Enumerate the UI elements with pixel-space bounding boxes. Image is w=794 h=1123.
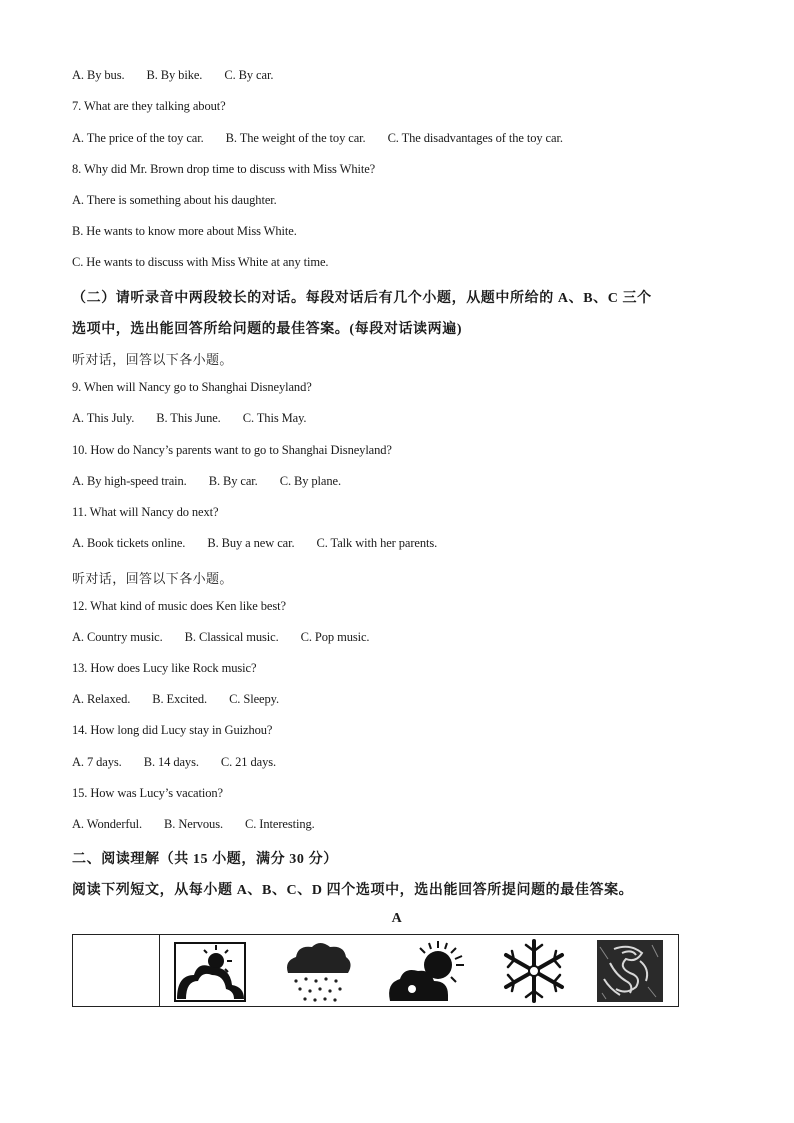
partly-sunny-icon xyxy=(172,939,248,1003)
option-b: B. Excited. xyxy=(152,692,208,706)
option-b: B. 14 days. xyxy=(143,755,199,769)
option-c: C. Talk with her parents. xyxy=(316,536,438,550)
question-text: 8. Why did Mr. Brown drop time to discuss with Miss White? xyxy=(72,162,376,176)
answer-options xyxy=(72,411,306,426)
option-a: A. Country music. xyxy=(72,630,163,644)
option-b: B. Buy a new car. xyxy=(207,536,295,550)
option-b: B. By bike. xyxy=(146,68,203,82)
answer-options xyxy=(72,68,273,83)
question-text: 13. How does Lucy like Rock music? xyxy=(72,661,257,675)
question-text: B. He wants to know more about Miss White. xyxy=(72,224,297,238)
option-a: A. By bus. xyxy=(72,68,125,82)
rain-cloud-icon xyxy=(282,939,354,1003)
option-a: A. This July. xyxy=(72,411,135,425)
snowflake-icon xyxy=(500,939,568,1003)
question-text: 10. How do Nancy’s parents want to go to Shanghai Disneyland? xyxy=(72,443,392,457)
answer-options xyxy=(72,131,563,146)
option-c: C. 21 days. xyxy=(220,755,277,769)
option-a: A. 7 days. xyxy=(72,755,122,769)
section-instruction: 二、阅读理解（共 15 小题，满分 30 分） xyxy=(72,852,338,867)
question-text: 15. How was Lucy’s vacation? xyxy=(72,786,223,800)
question-text: 7. What are they talking about? xyxy=(72,99,226,113)
option-c: C. By plane. xyxy=(279,474,341,488)
option-b: B. By car. xyxy=(208,474,258,488)
weather-icons-cell xyxy=(160,935,679,1007)
answer-options xyxy=(72,692,279,707)
option-a: A. Relaxed. xyxy=(72,692,131,706)
option-a: A. By high-speed train. xyxy=(72,474,187,488)
question-text: 14. How long did Lucy stay in Guizhou? xyxy=(72,723,273,737)
option-c: C. Interesting. xyxy=(245,817,315,831)
question-text: 11. What will Nancy do next? xyxy=(72,505,219,519)
sun-behind-cloud-icon xyxy=(386,939,468,1003)
weather-table xyxy=(72,934,679,1007)
answer-options xyxy=(72,817,315,832)
passage-heading: A xyxy=(391,911,403,926)
option-b: B. Classical music. xyxy=(184,630,279,644)
option-c: C. This May. xyxy=(242,411,307,425)
option-c: C. By car. xyxy=(224,68,274,82)
answer-options xyxy=(72,630,369,645)
question-text: A. There is something about his daughter. xyxy=(72,193,277,207)
answer-options xyxy=(72,474,341,489)
section-instruction: （二）请听录音中两段较长的对话。每段对话后有几个小题，从题中所给的 A、B、C 三个 xyxy=(72,291,652,306)
option-a: A. Book tickets online. xyxy=(72,536,186,550)
option-c: C. The disadvantages of the toy car. xyxy=(387,131,563,145)
dialogue-instruction: 听对话，回答以下各小题。 xyxy=(72,352,233,367)
option-a: A. The price of the toy car. xyxy=(72,131,204,145)
answer-options xyxy=(72,536,437,551)
option-b: B. The weight of the toy car. xyxy=(225,131,366,145)
section-instruction: 阅读下列短文，从每小题 A、B、C、D 四个选项中，选出能回答所提问题的最佳答案。 xyxy=(72,883,634,898)
option-a: A. Wonderful. xyxy=(72,817,143,831)
dialogue-instruction: 听对话，回答以下各小题。 xyxy=(72,571,233,586)
storm-icon xyxy=(596,939,664,1003)
section-instruction: 选项中，选出能回答所给问题的最佳答案。(每段对话读两遍) xyxy=(72,322,463,337)
question-text: 9. When will Nancy go to Shanghai Disneyland? xyxy=(72,380,312,394)
option-b: B. Nervous. xyxy=(164,817,223,831)
question-text: C. He wants to discuss with Miss White at any time. xyxy=(72,255,329,269)
question-text: 12. What kind of music does Ken like best? xyxy=(72,599,286,613)
option-b: B. This June. xyxy=(156,411,221,425)
option-c: C. Sleepy. xyxy=(229,692,279,706)
answer-options xyxy=(72,755,276,770)
option-c: C. Pop music. xyxy=(300,630,370,644)
weather-table-blank-cell xyxy=(73,935,160,1007)
